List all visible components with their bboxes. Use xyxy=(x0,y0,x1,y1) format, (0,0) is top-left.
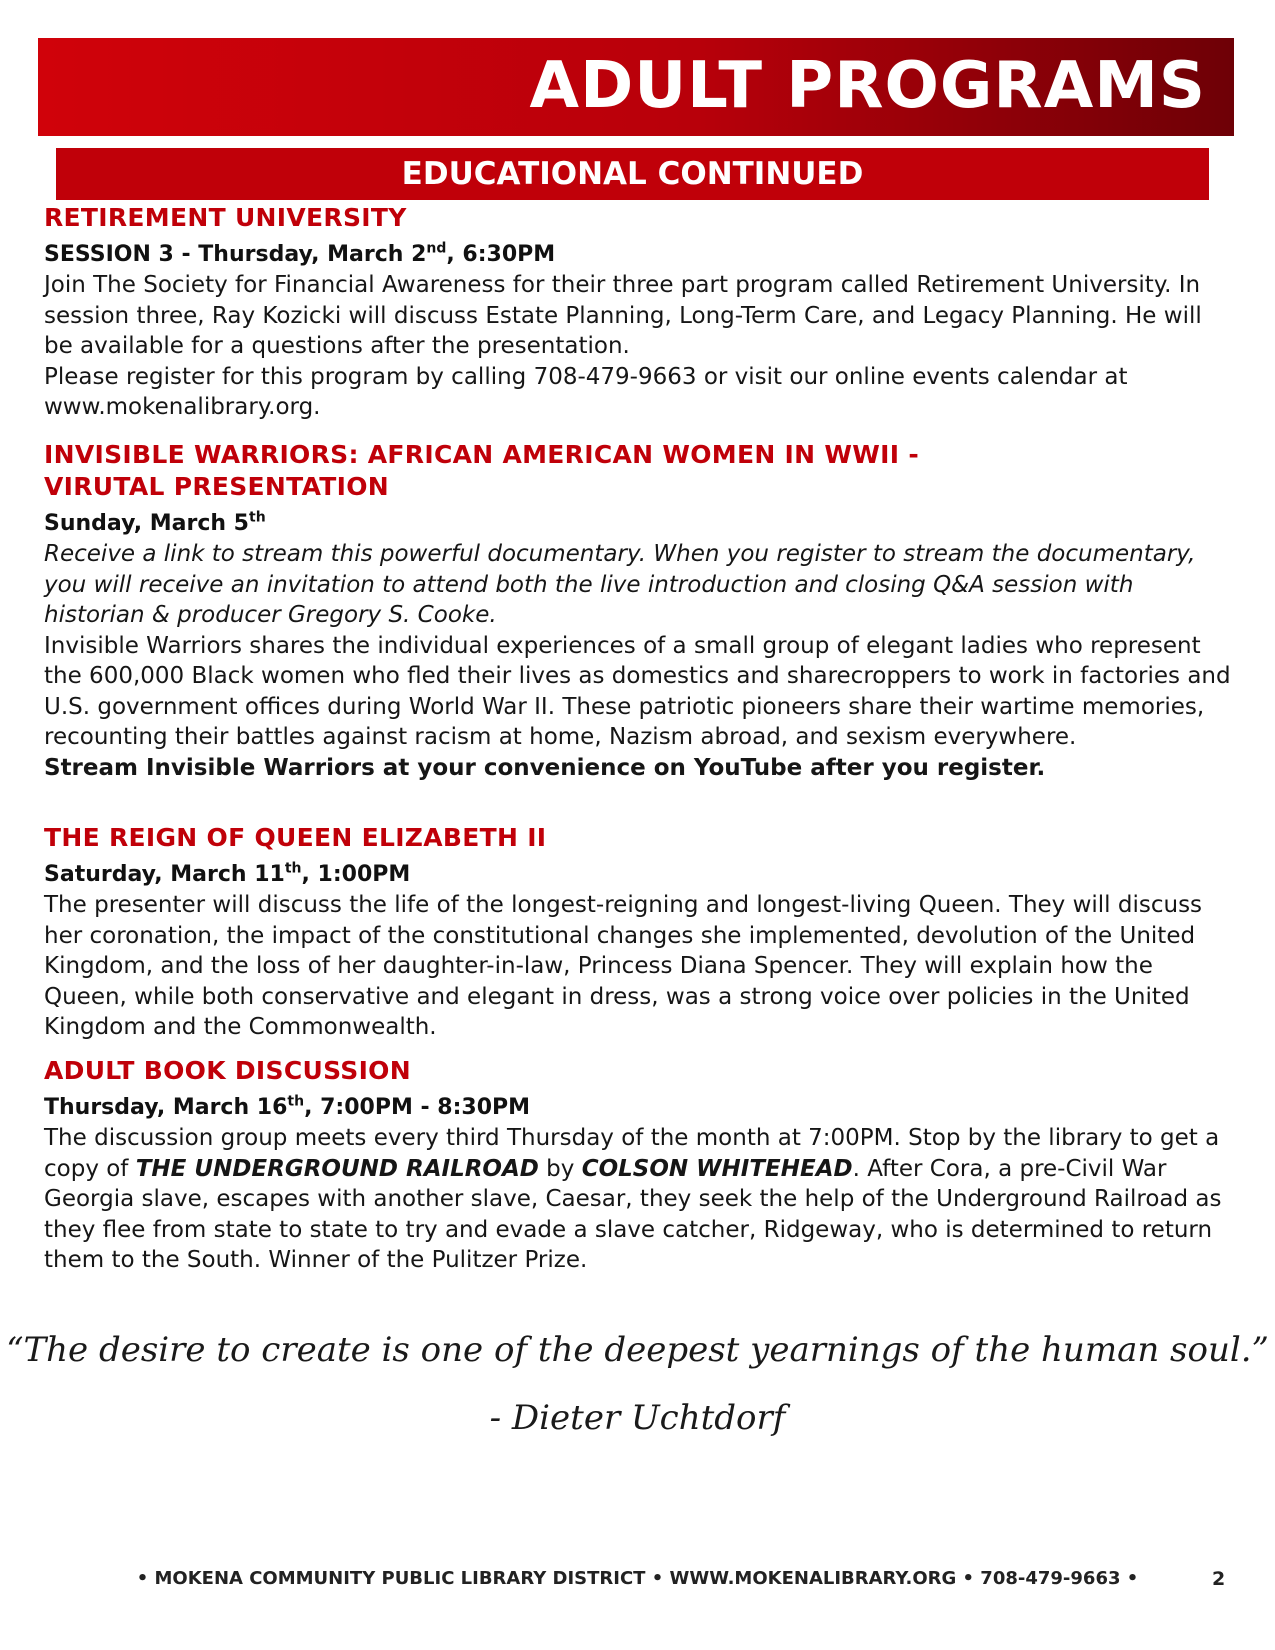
date-text: SESSION 3 - Thursday, March 2 xyxy=(44,242,427,267)
date-time: , 1:00PM xyxy=(301,862,411,887)
program-description: Join The Society for Financial Awareness for their three part program called Retirement University. In session three, Ray Kozicki will discuss Estate Planning, Long-Term Care, and Legacy Planning. He will be available for a questions after the presentation. xyxy=(44,272,1202,359)
program-title: RETIREMENT UNIVERSITY xyxy=(44,203,407,232)
program-title xyxy=(44,439,1234,503)
page-number: 2 xyxy=(1212,1568,1226,1590)
header-banner xyxy=(38,38,1234,136)
book-author: COLSON WHITEHEAD xyxy=(581,1155,853,1182)
footer-contact: • MOKENA COMMUNITY PUBLIC LIBRARY DISTRICT • WWW.MOKENALIBRARY.ORG • 708-479-9663 • xyxy=(136,1568,1139,1589)
program-title: THE REIGN OF QUEEN ELIZABETH II xyxy=(44,823,547,852)
program-date xyxy=(44,1093,1234,1123)
quote-author: - Dieter Uchtdorf xyxy=(489,1398,786,1438)
title-line-1: INVISIBLE WARRIORS: AFRICAN AMERICAN WOMEN IN WWII - xyxy=(44,440,920,469)
quote-text: “The desire to create is one of the deepest yearnings of the human soul.” xyxy=(6,1330,1269,1370)
section-subtitle-banner: EDUCATIONAL CONTINUED xyxy=(56,148,1209,200)
date-ordinal: th xyxy=(249,509,266,526)
program-book-discussion xyxy=(44,1055,1234,1276)
program-date xyxy=(44,860,1234,890)
description-text: by xyxy=(538,1155,582,1182)
date-text: Saturday, March 11 xyxy=(44,862,285,887)
program-invisible-warriors xyxy=(44,439,1234,783)
page-title: ADULT PROGRAMS xyxy=(529,49,1206,123)
program-title: ADULT BOOK DISCUSSION xyxy=(44,1056,411,1085)
program-description: The presenter will discuss the life of the longest-reigning and longest-living Queen. They will discuss her coronation, the impact of the constitutional changes she implemented, devolution of the United Kingdom, and the loss of her daughter-in-law, Princess Diana Spencer. They will explain how the Queen, while both conservative and elegant in dress, was a strong voice over policies in the United Kingdom and the Commonwealth. xyxy=(44,892,1203,1040)
description-text: The discussion group meets every third Thursday of the month at 7:00PM. Stop by the library to get a copy of xyxy=(44,1125,1220,1182)
program-stream-note: Receive a link to stream this powerful documentary. When you register to stream the documentary, you will receive an invitation to attend both the live introduction and closing Q&A session with historian & producer Gregory S. Cooke. xyxy=(44,541,1196,628)
date-ordinal: th xyxy=(287,1093,305,1110)
program-stream-callout: Stream Invisible Warriors at your convenience on YouTube after you register. xyxy=(44,754,1046,781)
date-time: , 6:30PM xyxy=(446,242,556,267)
program-retirement-university xyxy=(44,202,1234,423)
description-text: . After Cora, a pre-Civil War Georgia slave, escapes with another slave, Caesar, they seek the help of the Underground Railroad as they flee from state to state to try and evade a slave catcher, Ridgeway, who is determined to return them to the South. Winner of the Pulitzer Prize. xyxy=(44,1155,1222,1273)
date-ordinal: th xyxy=(284,860,302,877)
program-registration-note: Please register for this program by calling 708-479-9663 or visit our online events calendar at www.mokenalibrary.org. xyxy=(44,363,1128,420)
book-title: THE UNDERGROUND RAILROAD xyxy=(135,1155,539,1182)
date-text: Sunday, March 5 xyxy=(44,511,249,536)
program-date xyxy=(44,509,1234,539)
date-text: Thursday, March 16 xyxy=(44,1095,288,1120)
date-ordinal: nd xyxy=(426,240,447,257)
program-date xyxy=(44,240,1234,270)
program-description: Invisible Warriors shares the individual experiences of a small group of elegant ladies who represent the 600,000 Black women who fled their lives as domestics and sharecroppers to work in factories and U.S. government offices during World War II. These patriotic pioneers share their wartime memories, recounting their battles against racism at home, Nazism abroad, and sexism everywhere. xyxy=(44,632,1231,750)
date-time: , 7:00PM - 8:30PM xyxy=(304,1095,531,1120)
program-description xyxy=(44,1123,1234,1276)
title-line-2: VIRUTAL PRESENTATION xyxy=(44,472,390,501)
program-queen-elizabeth xyxy=(44,822,1234,1043)
